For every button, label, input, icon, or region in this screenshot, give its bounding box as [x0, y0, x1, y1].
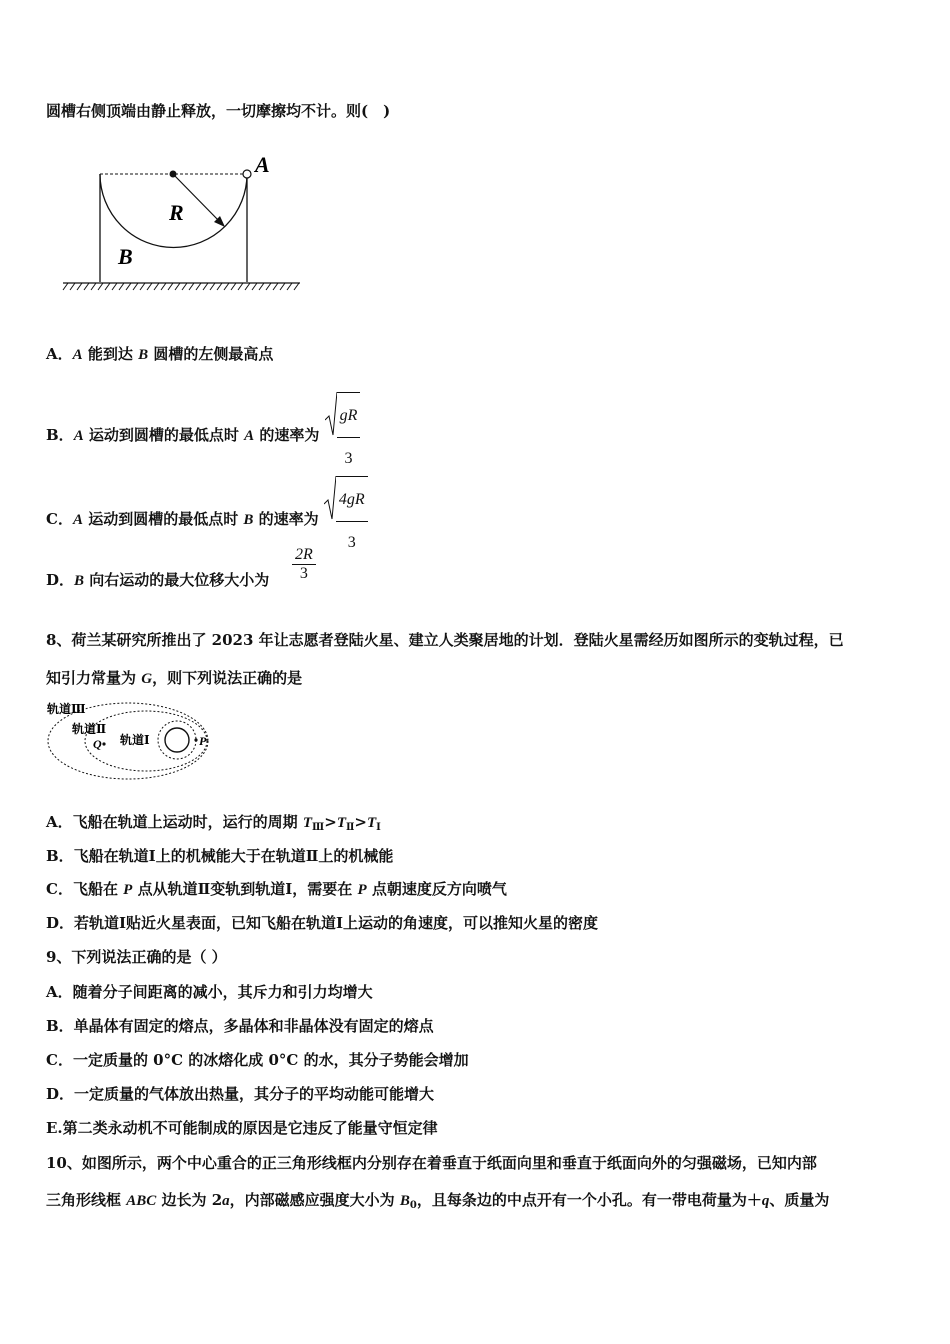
mars-planet [165, 728, 189, 752]
q9-stem: 9、下列说法正确的是（ ） [46, 948, 227, 966]
label-Q: Q [93, 737, 102, 751]
q8-stem-line1: 8、荷兰某研究所推出了 2023 年让志愿者登陆火星、建立人类聚居地的计划．登陆火星需经历如图所示的变轨过程，已 [46, 631, 844, 649]
q8-option-b: B．飞船在轨道Ⅰ上的机械能大于在轨道Ⅱ上的机械能 [46, 847, 394, 865]
point-Q-dot [102, 742, 105, 745]
block-A [243, 170, 251, 178]
q9-option-c: C．一定质量的 0°C 的冰熔化成 0°C 的水，其分子势能会增加 [46, 1051, 469, 1069]
label-P: P [199, 734, 207, 748]
q8-option-c: C．飞船在 P 点从轨道Ⅱ变轨到轨道Ⅰ，需要在 P 点朝速度反方向喷气 [46, 880, 507, 898]
fraction-2R-over-3: $\frac{2R}{3}$ [292, 546, 316, 583]
q9-option-e: E.第二类永动机不可能制成的原因是它违反了能量守恒定律 [46, 1119, 438, 1137]
q8-option-d: D．若轨道Ⅰ贴近火星表面，已知飞船在轨道Ⅰ上运动的角速度，可以推知火星的密度 [46, 914, 599, 932]
sqrt-gR-over-3: $\frac{gR}{3}$ [325, 392, 361, 480]
q8-option-a: A．飞船在轨道上运动时，运行的周期 $T_Ⅲ>T_Ⅱ>T_Ⅰ$ [46, 813, 381, 833]
label-A: A [255, 152, 270, 177]
q7-option-c: C．A 运动到圆槽的最低点时 B 的速率为 $\frac{4gR}{3}$ [46, 476, 368, 564]
q7-option-b: B．A 运动到圆槽的最低点时 A 的速率为 $\frac{gR}{3}$ [46, 392, 360, 480]
q7-option-a: A．A 能到达 B 圆槽的左侧最高点 [46, 345, 274, 363]
orbit-figure [46, 698, 216, 783]
q10-stem-line2: 三角形线框 ABC 边长为 2a，内部磁感应强度大小为 $B_0$，且每条边的中点开有一个小孔。有一带电荷量为＋q、质量为 [46, 1191, 830, 1211]
label-R: R [169, 200, 184, 225]
point-P-dot [194, 738, 197, 741]
q9-option-a: A．随着分子间距离的减小，其斥力和引力均增大 [46, 983, 373, 1001]
groove-figure [60, 150, 305, 295]
label-orbit2: 轨道Ⅱ [72, 722, 107, 736]
label-orbit1: 轨道Ⅰ [120, 733, 150, 747]
q10-stem-line1: 10、如图所示，两个中心重合的正三角形线框内分别存在着垂直于纸面向里和垂直于纸面向外的匀强磁场，已知内部 [46, 1154, 817, 1172]
sqrt-4gR-over-3: $\frac{4gR}{3}$ [324, 476, 368, 564]
label-orbit3: 轨道Ⅲ [47, 702, 86, 716]
q8-stem-line2: 知引力常量为 G，则下列说法正确的是 [46, 669, 303, 687]
q9-option-b: B．单晶体有固定的熔点，多晶体和非晶体没有固定的熔点 [46, 1017, 434, 1035]
q7-option-d: D．B 向右运动的最大位移大小为 [46, 571, 270, 589]
q9-option-d: D．一定质量的气体放出热量，其分子的平均动能可能增大 [46, 1085, 435, 1103]
ground-hatch [63, 283, 299, 290]
intro-text: 圆槽右侧顶端由静止释放，一切摩擦均不计。则( ) [46, 102, 391, 120]
label-B: B [118, 244, 133, 269]
